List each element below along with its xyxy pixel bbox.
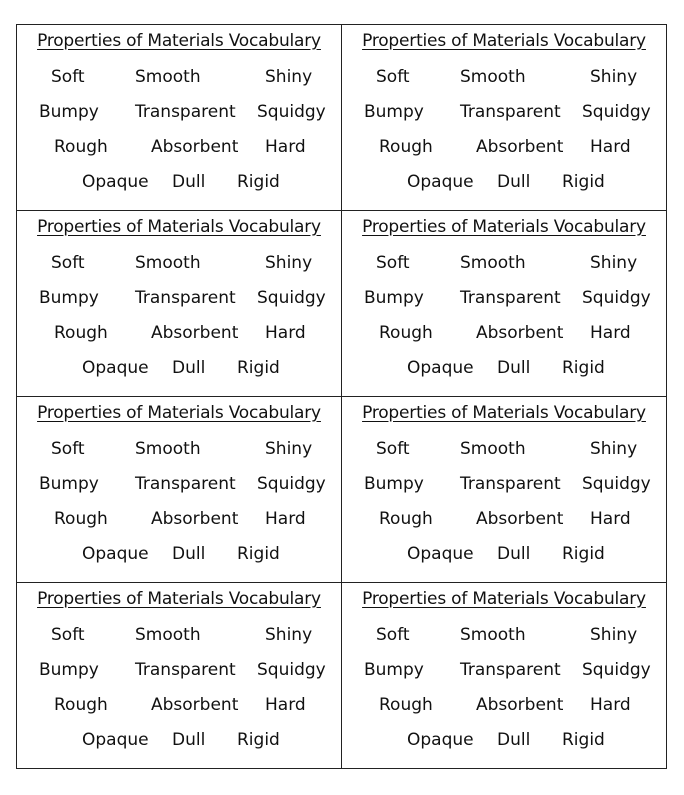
vocabulary-word: Rigid	[562, 544, 605, 564]
vocabulary-word: Rough	[379, 137, 433, 157]
vocabulary-word: Smooth	[460, 625, 526, 645]
vocabulary-card	[341, 24, 667, 211]
card-title: Properties of Materials Vocabulary	[362, 403, 646, 423]
vocabulary-word: Opaque	[407, 358, 474, 378]
vocabulary-word: Dull	[497, 172, 531, 192]
vocabulary-word: Rough	[54, 137, 108, 157]
vocabulary-card	[16, 582, 342, 769]
card-title: Properties of Materials Vocabulary	[37, 403, 321, 423]
vocabulary-word: Rough	[379, 509, 433, 529]
card-title: Properties of Materials Vocabulary	[362, 31, 646, 51]
vocabulary-word: Dull	[172, 358, 206, 378]
card-title: Properties of Materials Vocabulary	[37, 589, 321, 609]
vocabulary-word: Squidgy	[582, 288, 651, 308]
vocabulary-word: Absorbent	[476, 695, 564, 715]
vocabulary-word: Soft	[51, 439, 85, 459]
vocabulary-card	[341, 210, 667, 397]
vocabulary-word: Hard	[265, 137, 306, 157]
vocabulary-word: Smooth	[135, 67, 201, 87]
vocabulary-word: Hard	[265, 323, 306, 343]
vocabulary-word: Dull	[497, 730, 531, 750]
vocabulary-word: Soft	[376, 67, 410, 87]
vocabulary-word: Transparent	[135, 660, 236, 680]
vocabulary-word: Shiny	[265, 67, 313, 87]
vocabulary-word: Absorbent	[476, 137, 564, 157]
vocabulary-word: Hard	[590, 137, 631, 157]
vocabulary-word: Soft	[376, 253, 410, 273]
vocabulary-word: Shiny	[265, 625, 313, 645]
vocabulary-word: Rigid	[237, 172, 280, 192]
vocabulary-word: Soft	[376, 625, 410, 645]
vocabulary-word: Soft	[51, 253, 85, 273]
vocabulary-word: Bumpy	[364, 474, 424, 494]
vocabulary-card	[341, 396, 667, 583]
vocabulary-word: Shiny	[590, 67, 638, 87]
vocabulary-word: Shiny	[590, 253, 638, 273]
vocabulary-word: Opaque	[82, 730, 149, 750]
vocabulary-word: Bumpy	[39, 288, 99, 308]
vocabulary-word: Absorbent	[151, 137, 239, 157]
vocabulary-word: Squidgy	[582, 102, 651, 122]
vocabulary-word: Bumpy	[39, 474, 99, 494]
vocabulary-word: Bumpy	[39, 102, 99, 122]
vocabulary-word: Bumpy	[364, 660, 424, 680]
vocabulary-word: Dull	[172, 544, 206, 564]
vocabulary-word: Absorbent	[151, 323, 239, 343]
vocabulary-word: Shiny	[265, 439, 313, 459]
vocabulary-word: Squidgy	[257, 474, 326, 494]
vocabulary-card	[16, 210, 342, 397]
vocabulary-sheet	[16, 24, 666, 770]
vocabulary-word: Bumpy	[39, 660, 99, 680]
vocabulary-word: Squidgy	[257, 660, 326, 680]
vocabulary-word: Opaque	[82, 172, 149, 192]
vocabulary-card	[341, 582, 667, 769]
vocabulary-word: Opaque	[407, 172, 474, 192]
vocabulary-word: Bumpy	[364, 102, 424, 122]
vocabulary-word: Rigid	[562, 358, 605, 378]
vocabulary-word: Rigid	[562, 730, 605, 750]
vocabulary-card	[16, 396, 342, 583]
vocabulary-word: Smooth	[135, 439, 201, 459]
vocabulary-word: Squidgy	[582, 660, 651, 680]
vocabulary-word: Rough	[54, 695, 108, 715]
vocabulary-word: Rough	[54, 323, 108, 343]
vocabulary-word: Soft	[376, 439, 410, 459]
vocabulary-word: Smooth	[460, 67, 526, 87]
vocabulary-word: Transparent	[460, 102, 561, 122]
vocabulary-word: Shiny	[590, 439, 638, 459]
vocabulary-word: Transparent	[460, 660, 561, 680]
vocabulary-word: Dull	[172, 730, 206, 750]
card-title: Properties of Materials Vocabulary	[37, 217, 321, 237]
vocabulary-word: Rigid	[237, 544, 280, 564]
vocabulary-word: Hard	[265, 695, 306, 715]
vocabulary-word: Transparent	[460, 474, 561, 494]
vocabulary-word: Absorbent	[151, 509, 239, 529]
vocabulary-word: Opaque	[82, 358, 149, 378]
vocabulary-card	[16, 24, 342, 211]
vocabulary-word: Squidgy	[582, 474, 651, 494]
vocabulary-word: Rigid	[237, 358, 280, 378]
card-title: Properties of Materials Vocabulary	[362, 589, 646, 609]
vocabulary-word: Squidgy	[257, 102, 326, 122]
vocabulary-word: Hard	[265, 509, 306, 529]
vocabulary-word: Smooth	[135, 253, 201, 273]
vocabulary-word: Rough	[54, 509, 108, 529]
vocabulary-word: Bumpy	[364, 288, 424, 308]
vocabulary-word: Rigid	[562, 172, 605, 192]
vocabulary-word: Transparent	[460, 288, 561, 308]
vocabulary-word: Hard	[590, 323, 631, 343]
vocabulary-word: Soft	[51, 625, 85, 645]
vocabulary-word: Opaque	[82, 544, 149, 564]
vocabulary-word: Absorbent	[476, 509, 564, 529]
vocabulary-word: Squidgy	[257, 288, 326, 308]
vocabulary-word: Dull	[497, 544, 531, 564]
vocabulary-word: Absorbent	[151, 695, 239, 715]
vocabulary-word: Rough	[379, 323, 433, 343]
vocabulary-word: Smooth	[460, 253, 526, 273]
vocabulary-word: Smooth	[460, 439, 526, 459]
vocabulary-word: Hard	[590, 695, 631, 715]
vocabulary-word: Transparent	[135, 102, 236, 122]
vocabulary-word: Opaque	[407, 730, 474, 750]
vocabulary-word: Opaque	[407, 544, 474, 564]
vocabulary-word: Shiny	[265, 253, 313, 273]
vocabulary-word: Dull	[172, 172, 206, 192]
vocabulary-word: Transparent	[135, 288, 236, 308]
vocabulary-word: Rough	[379, 695, 433, 715]
card-title: Properties of Materials Vocabulary	[362, 217, 646, 237]
vocabulary-word: Rigid	[237, 730, 280, 750]
vocabulary-word: Smooth	[135, 625, 201, 645]
card-title: Properties of Materials Vocabulary	[37, 31, 321, 51]
vocabulary-word: Hard	[590, 509, 631, 529]
vocabulary-word: Transparent	[135, 474, 236, 494]
vocabulary-word: Shiny	[590, 625, 638, 645]
vocabulary-word: Soft	[51, 67, 85, 87]
vocabulary-word: Dull	[497, 358, 531, 378]
vocabulary-word: Absorbent	[476, 323, 564, 343]
